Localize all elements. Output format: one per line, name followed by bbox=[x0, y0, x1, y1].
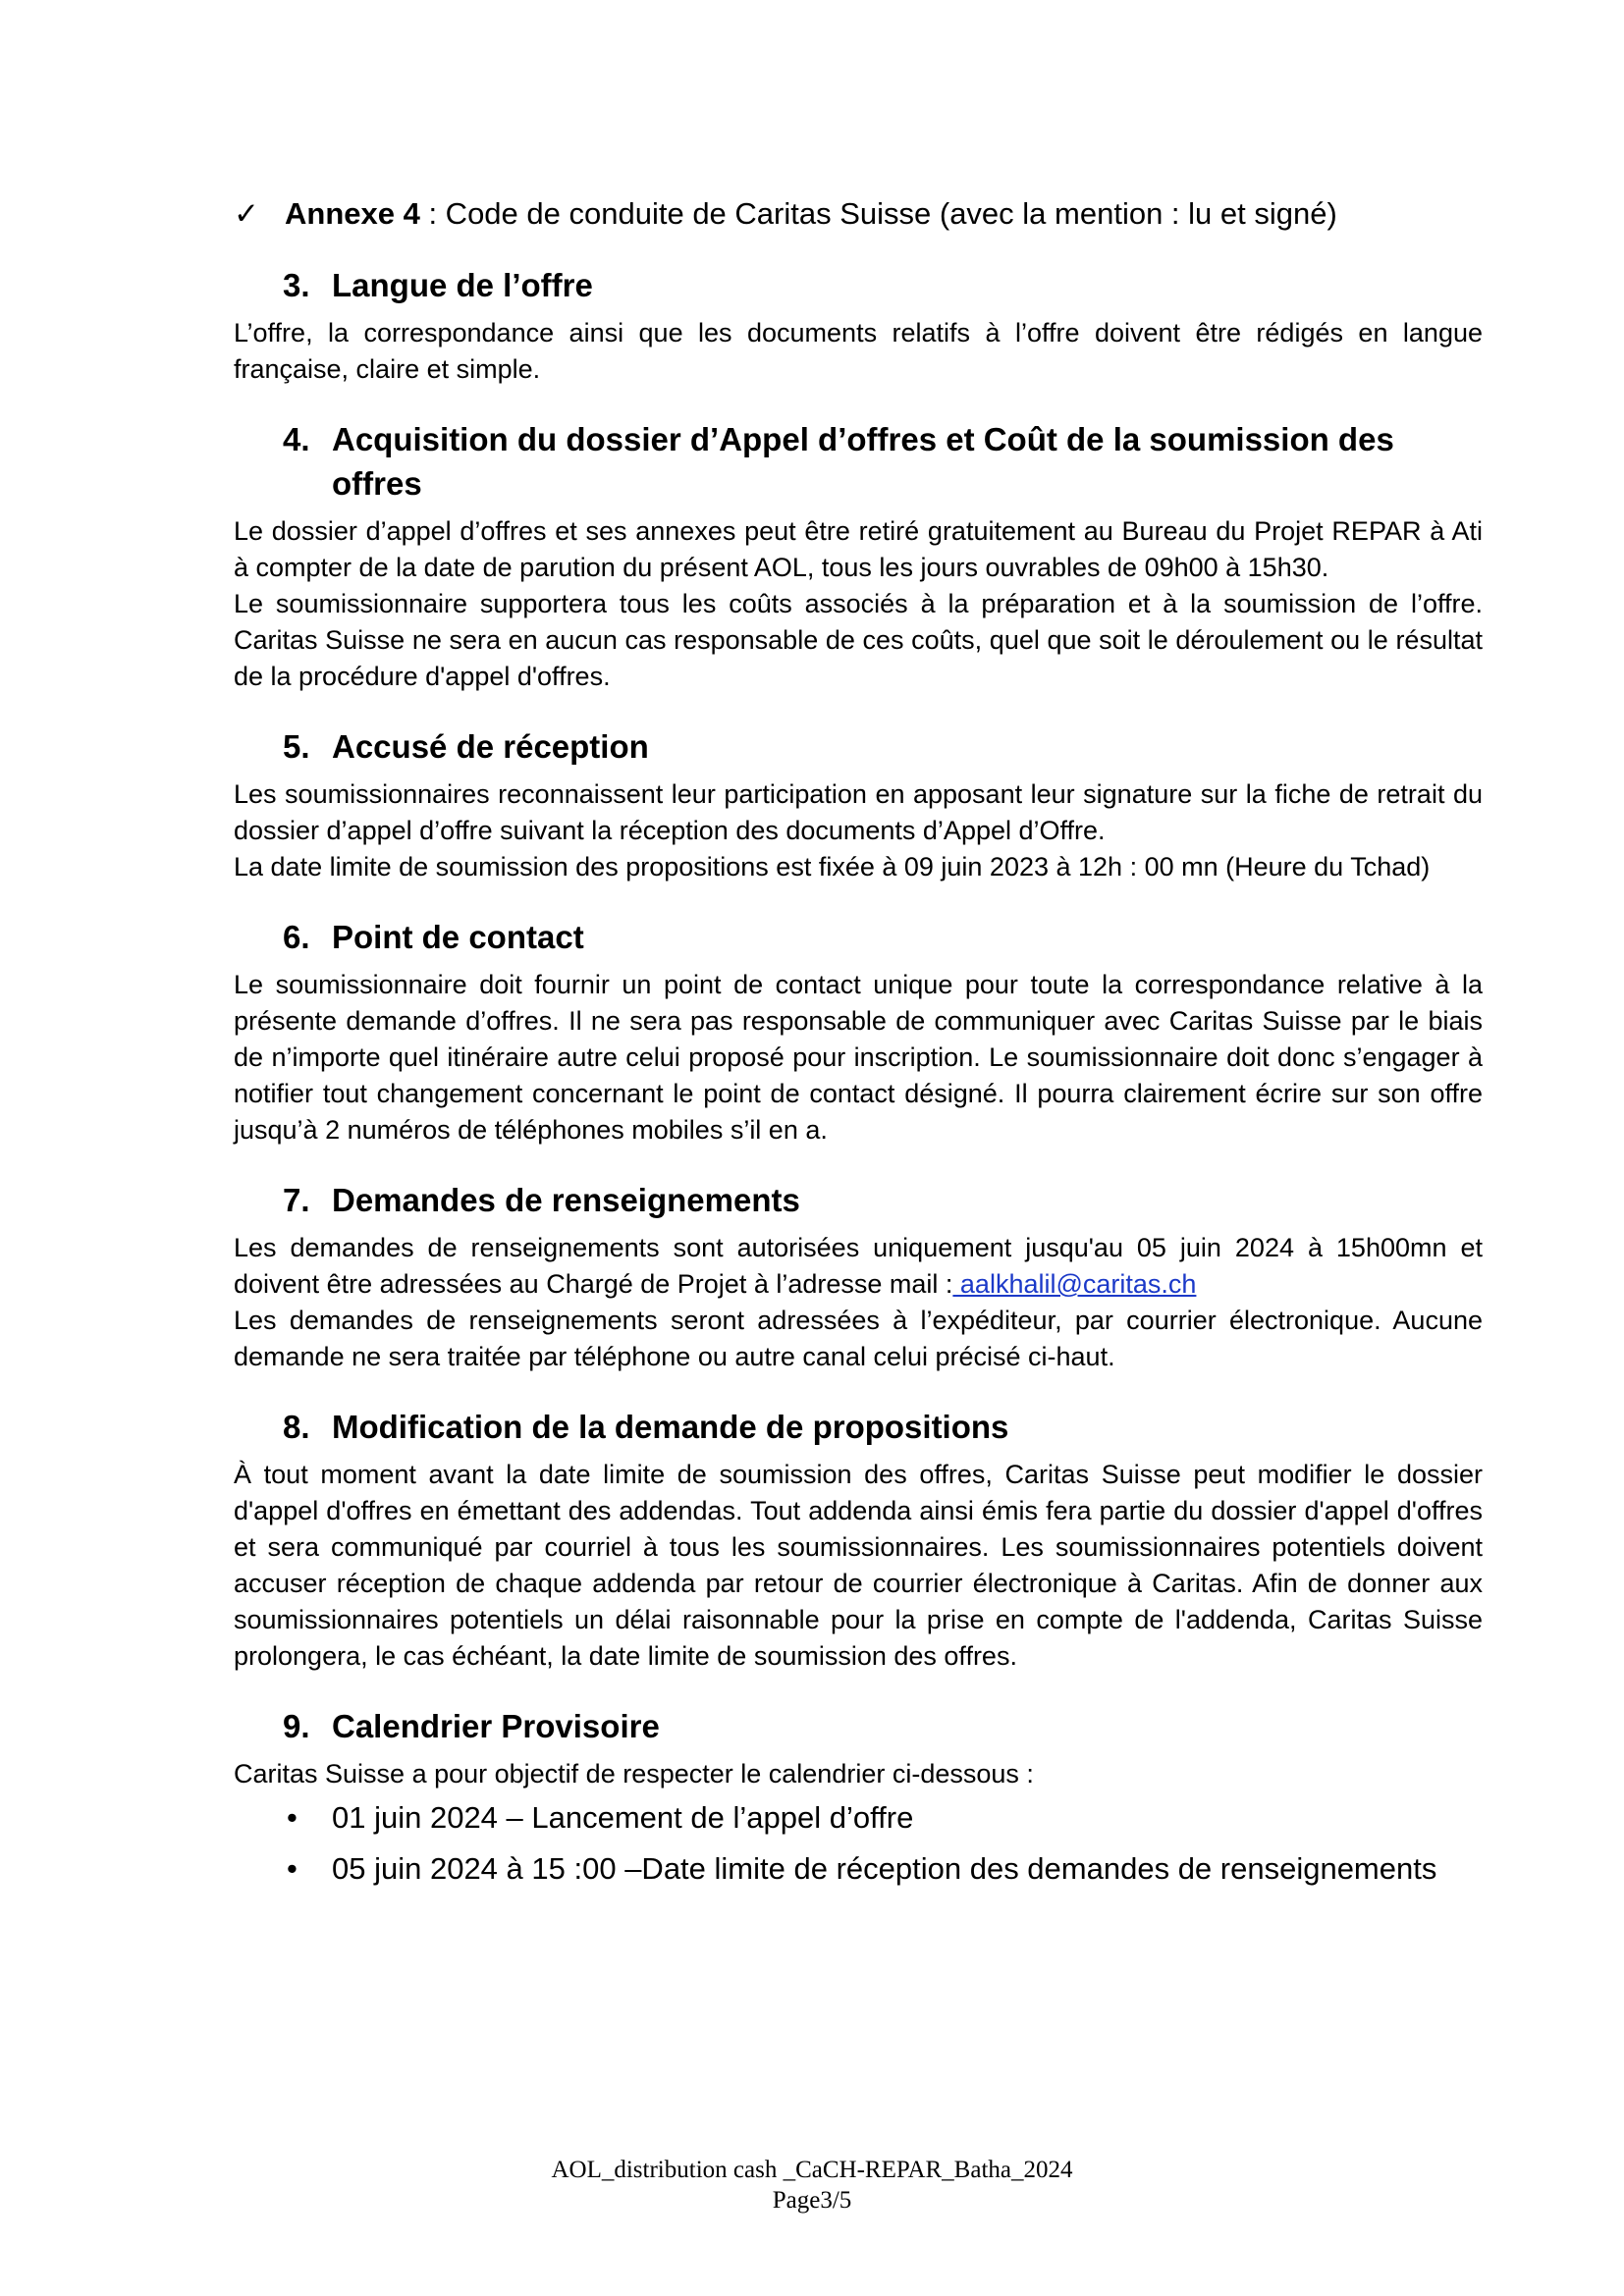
section-number: 9. bbox=[283, 1708, 310, 1744]
paragraph: Caritas Suisse a pour objectif de respecter le calendrier ci-dessous : bbox=[234, 1759, 1034, 1789]
calendar-list bbox=[234, 1798, 1483, 1889]
section-heading bbox=[234, 417, 1483, 506]
paragraph: L’offre, la correspondance ainsi que les documents relatifs à l’offre doivent être rédigés en langue française, claire et simple. bbox=[234, 318, 1483, 384]
paragraph: La date limite de soumission des propositions est fixée à 09 juin 2023 à 12h : 00 mn (Heure du Tchad) bbox=[234, 852, 1431, 881]
section-heading bbox=[234, 1178, 1483, 1222]
bullet-icon: • bbox=[287, 1800, 298, 1835]
paragraph: À tout moment avant la date limite de soumission des offres, Caritas Suisse peut modifier le dossier d'appel d'offres en émettant des addendas. Tout addenda ainsi émis fera partie du dossier d'appel d'offres et sera communiqué par courriel à tous les soumissionnaires. Les soumissionnaires potentiels doivent accuser réception de chaque addenda par retour de courrier électronique à Caritas. Afin de donner aux soumissionnaires potentiels un délai raisonnable pour la prise en compte de l'addenda, Caritas Suisse prolongera, le cas échéant, la date limite de soumission des offres. bbox=[234, 1460, 1483, 1671]
list-item-text: 01 juin 2024 – Lancement de l’appel d’offre bbox=[332, 1800, 914, 1835]
section-number: 5. bbox=[283, 728, 310, 765]
section-5 bbox=[234, 724, 1483, 885]
paragraph: Le soumissionnaire doit fournir un point de contact unique pour toute la correspondance relative à la présente demande d’offres. Il ne sera pas responsable de communiquer avec Caritas Suisse par le biais de n’importe quel itinéraire autre celui proposé pour inscription. Le soumissionnaire doit donc s’engager à notifier tout changement concernant le point de contact désigné. Il pourra clairement écrire sur son offre jusqu’à 2 numéros de téléphones mobiles s’il en a. bbox=[234, 970, 1483, 1145]
section-number: 3. bbox=[283, 267, 310, 303]
section-title: Calendrier Provisoire bbox=[332, 1708, 660, 1744]
section-7 bbox=[234, 1178, 1483, 1375]
annex-label: Annexe 4 bbox=[285, 196, 420, 231]
section-9 bbox=[234, 1704, 1483, 1889]
section-number: 7. bbox=[283, 1182, 310, 1218]
paragraph: Les demandes de renseignements seront adressées à l’expéditeur, par courrier électronique. Aucune demande ne sera traitée par téléphone ou autre canal celui précisé ci-haut. bbox=[234, 1306, 1483, 1371]
section-title: Point de contact bbox=[332, 919, 584, 955]
page-content bbox=[234, 194, 1483, 1918]
section-6 bbox=[234, 915, 1483, 1148]
footer-doc-name: AOL_distribution cash _CaCH-REPAR_Batha_2024 bbox=[551, 2157, 1073, 2183]
section-heading bbox=[234, 724, 1483, 769]
section-title: Langue de l’offre bbox=[332, 267, 593, 303]
section-number: 6. bbox=[283, 919, 310, 955]
annex-text: : Code de conduite de Caritas Suisse (avec la mention : lu et signé) bbox=[419, 196, 1337, 231]
section-number: 4. bbox=[283, 421, 310, 457]
section-heading bbox=[234, 1704, 1483, 1748]
paragraph: Le dossier d’appel d’offres et ses annexes peut être retiré gratuitement au Bureau du Projet REPAR à Ati à compter de la date de parution du présent AOL, tous les jours ouvrables de 09h00 à 15h30. bbox=[234, 516, 1483, 582]
section-3 bbox=[234, 263, 1483, 388]
page-number: Page3/5 bbox=[772, 2187, 852, 2214]
section-title: Demandes de renseignements bbox=[332, 1182, 800, 1218]
email-link[interactable]: aalkhalil@caritas.ch bbox=[952, 1269, 1197, 1299]
section-title: Accusé de réception bbox=[332, 728, 649, 765]
checkmark-icon: ✓ bbox=[234, 196, 259, 231]
section-heading bbox=[234, 915, 1483, 959]
paragraph bbox=[234, 1230, 1483, 1303]
paragraph-text: Les demandes de renseignements sont autorisées uniquement jusqu'au 05 juin 2024 à 15h00mn et doivent être adressées au Chargé de Projet à l’adresse mail : bbox=[234, 1233, 1483, 1299]
section-heading bbox=[234, 263, 1483, 307]
section-number: 8. bbox=[283, 1409, 310, 1445]
paragraph: Le soumissionnaire supportera tous les coûts associés à la préparation et à la soumission de l’offre. Caritas Suisse ne sera en aucun cas responsable de ces coûts, quel que soit le déroulement ou le résultat de la procédure d'appel d'offres. bbox=[234, 589, 1483, 691]
section-8 bbox=[234, 1405, 1483, 1675]
annex-item bbox=[234, 194, 1483, 234]
section-title: Acquisition du dossier d’Appel d’offres et Coût de la soumission des offres bbox=[332, 421, 1394, 502]
paragraph: Les soumissionnaires reconnaissent leur participation en apposant leur signature sur la fiche de retrait du dossier d’appel d’offre suivant la réception des documents d’Appel d’Offre. bbox=[234, 779, 1483, 845]
list-item bbox=[234, 1849, 1483, 1889]
page-footer bbox=[0, 2155, 1624, 2216]
bullet-icon: • bbox=[287, 1851, 298, 1886]
section-title: Modification de la demande de propositions bbox=[332, 1409, 1009, 1445]
section-heading bbox=[234, 1405, 1483, 1449]
section-4 bbox=[234, 417, 1483, 695]
list-item bbox=[234, 1798, 1483, 1838]
list-item-text: 05 juin 2024 à 15 :00 –Date limite de réception des demandes de renseignements bbox=[332, 1851, 1437, 1886]
